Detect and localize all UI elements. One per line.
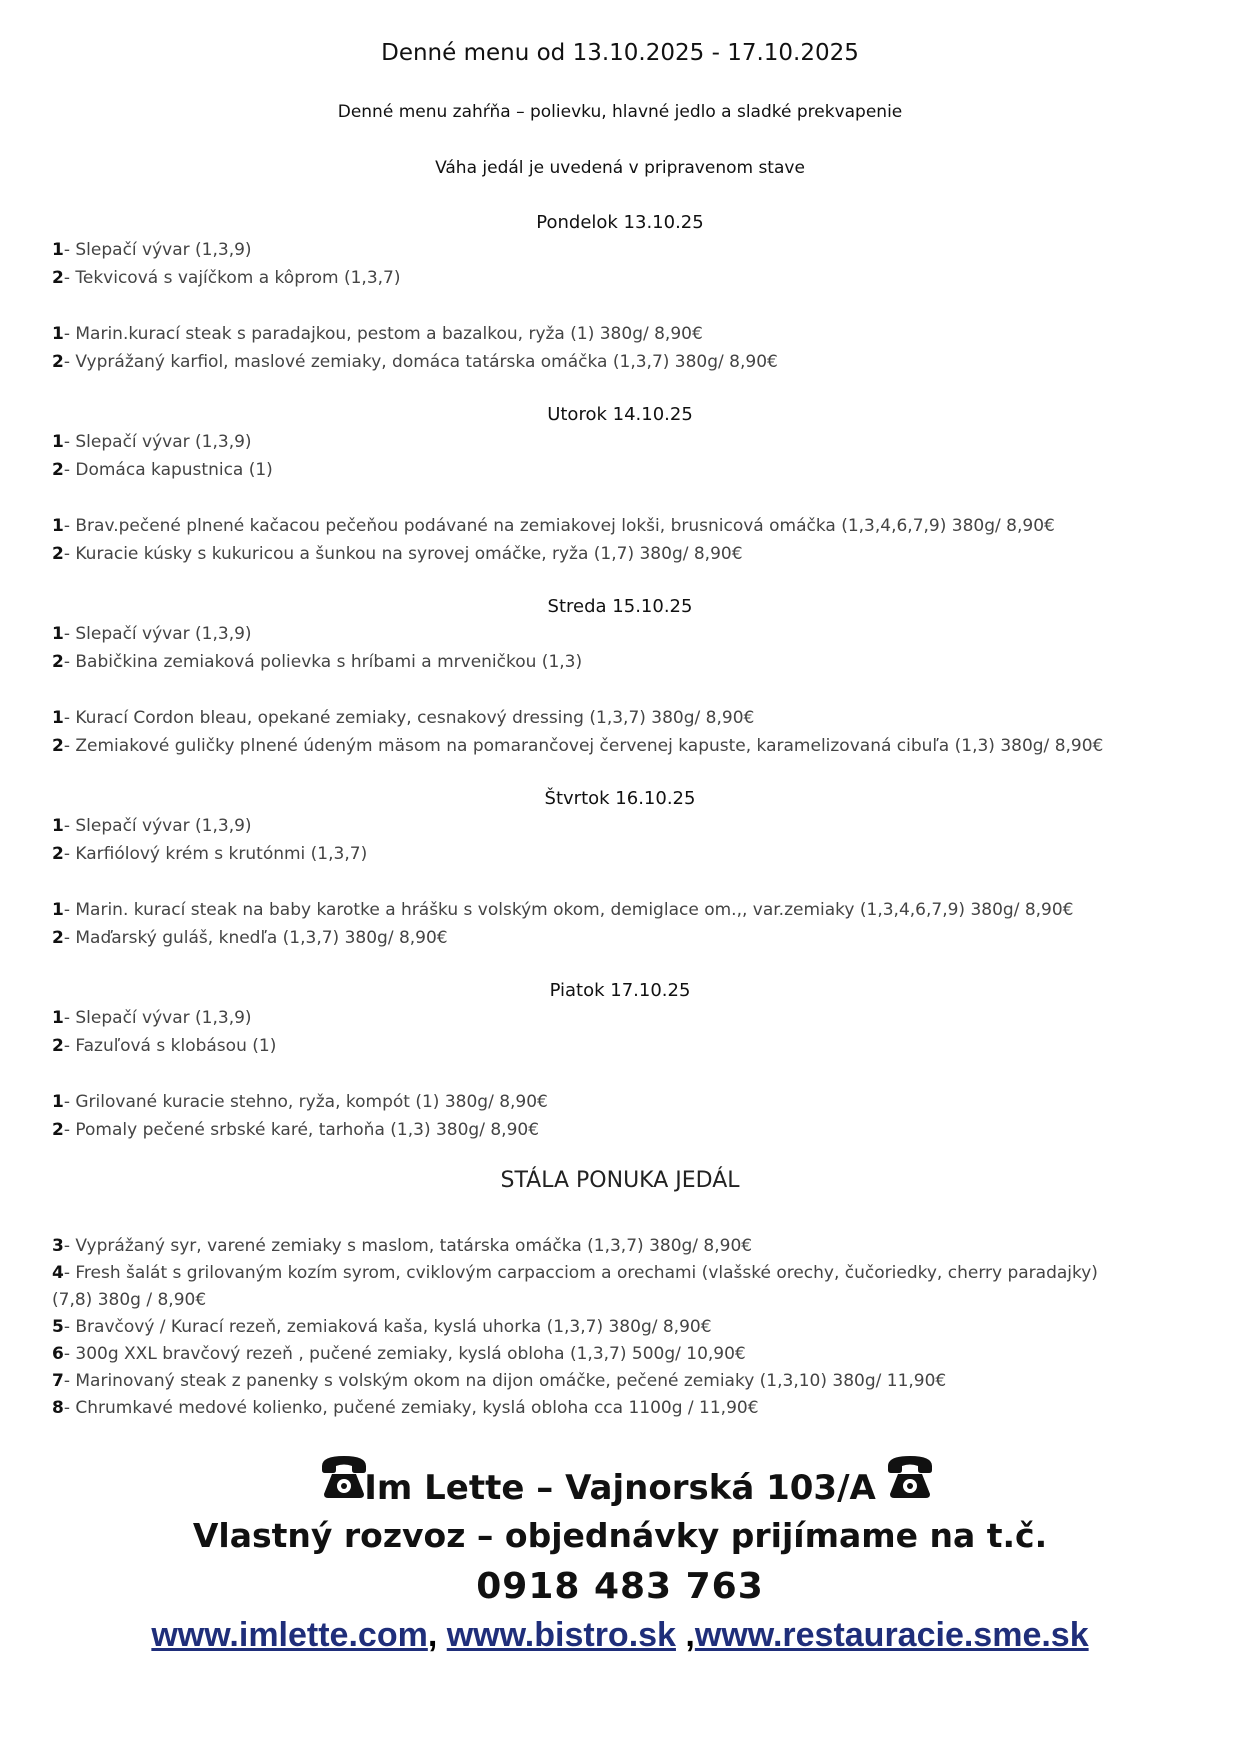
soup-line: 2- Babičkina zemiaková polievka s hríbami a mrveničkou (1,3) [52, 652, 583, 672]
day-heading-wednesday: Streda 15.10.25 [547, 596, 693, 617]
delivery-note: Vlastný rozvoz – objednávky prijímame na t.č. [192, 1516, 1048, 1555]
soup-line: 2- Domáca kapustnica (1) [52, 460, 273, 480]
phone-number: 0918 483 763 [476, 1566, 764, 1607]
main-dish-line: 1- Marin.kurací steak s paradajkou, pestom a bazalkou, ryža (1) 380g/ 8,90€ [52, 324, 703, 344]
standing-menu-item: 4- Fresh šalát s grilovaným kozím syrom, cviklovým carpacciom a orechami (vlašské orechy, čučoriedky, cherry paradajky) [52, 1263, 1098, 1283]
soup-line: 2- Tekvicová s vajíčkom a kôprom (1,3,7) [52, 268, 401, 288]
main-dish-line: 2- Zemiakové guličky plnené údeným mäsom na pomarančovej červenej kapuste, karamelizovaná cibuľa (1,3) 380g/ 8,90€ [52, 736, 1104, 756]
soup-line: 2- Fazuľová s klobásou (1) [52, 1036, 277, 1056]
link-restauracie-sme[interactable]: www.restauracie.sme.sk [694, 1616, 1089, 1654]
day-heading-monday: Pondelok 13.10.25 [536, 212, 704, 233]
soup-line: 1- Slepačí vývar (1,3,9) [52, 816, 252, 836]
standing-menu-heading: STÁLA PONUKA JEDÁL [500, 1168, 740, 1193]
link-separator: , [675, 1616, 695, 1654]
standing-menu-item: 8- Chrumkavé medové kolienko, pučené zemiaky, kyslá obloha cca 1100g / 11,90€ [52, 1398, 759, 1418]
menu-title: Denné menu od 13.10.2025 - 17.10.2025 [381, 40, 859, 66]
menu-subtitle: Denné menu zahŕňa – polievku, hlavné jedlo a sladké prekvapenie [337, 102, 903, 122]
soup-line: 1- Slepačí vývar (1,3,9) [52, 240, 252, 260]
day-heading-friday: Piatok 17.10.25 [549, 980, 691, 1001]
standing-menu-item: 5- Bravčový / Kurací rezeň, zemiaková kaša, kyslá uhorka (1,3,7) 380g/ 8,90€ [52, 1317, 712, 1337]
main-dish-line: 2- Maďarský guláš, knedľa (1,3,7) 380g/ 8,90€ [52, 928, 448, 948]
restaurant-address: Im Lette – Vajnorská 103/A [364, 1468, 876, 1508]
main-dish-line: 2- Pomaly pečené srbské karé, tarhoňa (1,3) 380g/ 8,90€ [52, 1120, 540, 1140]
main-dish-line: 1- Brav.pečené plnené kačacou pečeňou podávané na zemiakovej lokši, brusnicová omáčka (1,3,4,6,7,9) 380g/ 8,90€ [52, 516, 1055, 536]
soup-line: 1- Slepačí vývar (1,3,9) [52, 432, 252, 452]
link-separator: , [427, 1616, 447, 1654]
day-heading-tuesday: Utorok 14.10.25 [547, 404, 693, 425]
day-heading-thursday: Štvrtok 16.10.25 [544, 788, 696, 809]
main-dish-line: 2- Kuracie kúsky s kukuricou a šunkou na syrovej omáčke, ryža (1,7) 380g/ 8,90€ [52, 544, 743, 564]
main-dish-line: 1- Marin. kurací steak na baby karotke a hrášku s volským okom, demiglace om.,, var.zemiaky (1,3,4,6,7,9) 380g/ 8,90€ [52, 900, 1074, 920]
standing-menu-item: 6- 300g XXL bravčový rezeň , pučené zemiaky, kyslá obloha (1,3,7) 500g/ 10,90€ [52, 1344, 746, 1364]
standing-menu-item: 3- Vyprážaný syr, varené zemiaky s maslom, tatárska omáčka (1,3,7) 380g/ 8,90€ [52, 1236, 753, 1256]
soup-line: 2- Karfiólový krém s krutónmi (1,3,7) [52, 844, 368, 864]
website-links [0, 1616, 1240, 1655]
weight-note: Váha jedál je uvedená v pripravenom stave [435, 158, 805, 178]
main-dish-line: 1- Grilované kuracie stehno, ryža, kompót (1) 380g/ 8,90€ [52, 1092, 548, 1112]
main-dish-line: 1- Kurací Cordon bleau, opekané zemiaky, cesnakový dressing (1,3,7) 380g/ 8,90€ [52, 708, 755, 728]
main-dish-line: 2- Vyprážaný karfiol, maslové zemiaky, domáca tatárska omáčka (1,3,7) 380g/ 8,90€ [52, 352, 778, 372]
link-bistro[interactable]: www.bistro.sk [446, 1616, 676, 1654]
link-imlette[interactable]: www.imlette.com [151, 1616, 428, 1654]
soup-line: 1- Slepačí vývar (1,3,9) [52, 1008, 252, 1028]
standing-menu-item-continued: (7,8) 380g / 8,90€ [52, 1290, 207, 1310]
soup-line: 1- Slepačí vývar (1,3,9) [52, 624, 252, 644]
standing-menu-item: 7- Marinovaný steak z panenky s volským okom na dijon omáčke, pečené zemiaky (1,3,10) 380g/ 11,90€ [52, 1371, 947, 1391]
